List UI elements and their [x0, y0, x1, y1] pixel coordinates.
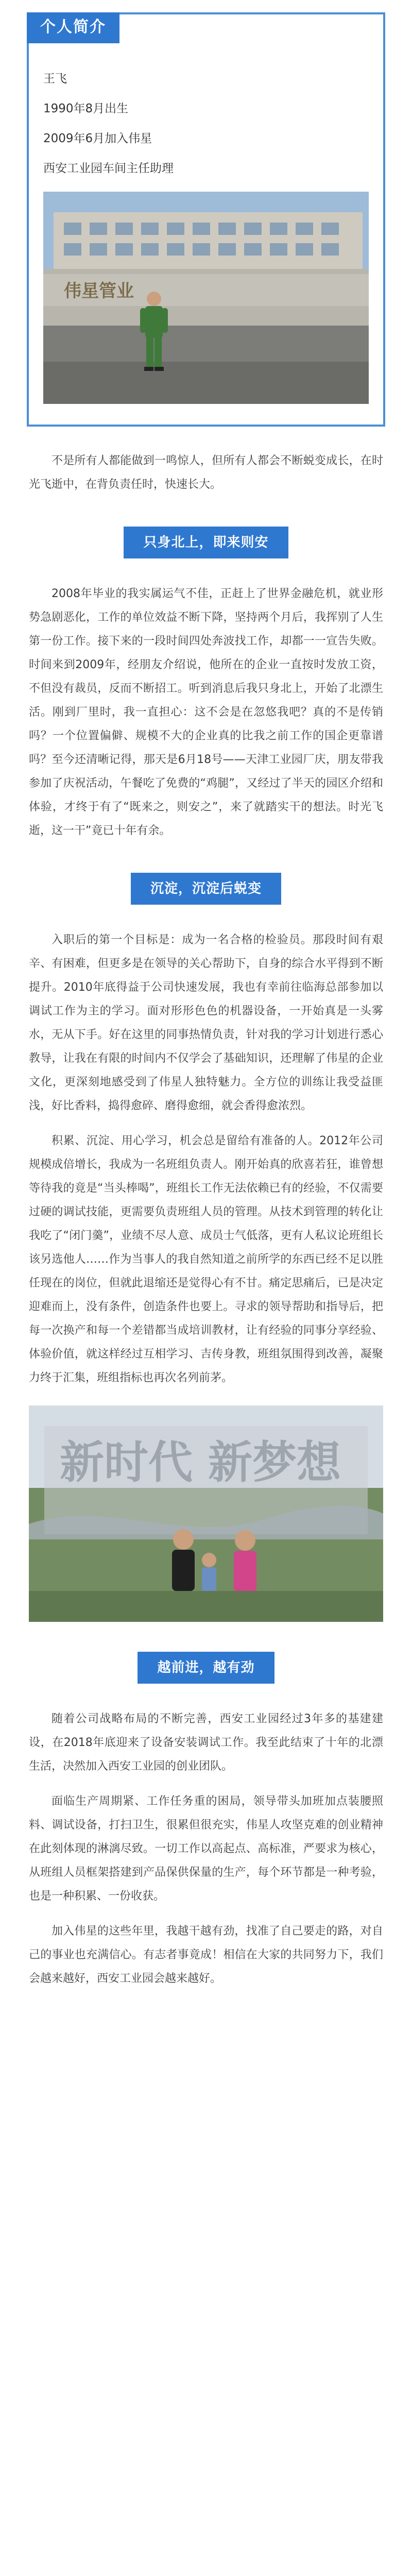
profile-card — [27, 12, 385, 427]
section-1-paragraph-1: 2008年毕业的我实属运气不佳，正赶上了世界金融危机，就业形势急剧恶化，工作的单位效益不断下降，坚持两个月后，我挥别了人生第一份工作。接下来的一段时间四处奔波找工作，却都一一宣告失败。时间来到2009年，经朋友介绍说，他所在的企业一直按时发放工资，不但没有裁员，反而不断招工。听到消息后我只身北上，开始了北漂生活。刚到厂里时，我一直担心：这不会是在忽悠我吧？真的不是传销吗？一个位置偏僻、规模不大的企业真的比我之前工作的国企更靠谱吗？至今还清晰记得，那天是6月18号——天津工业园厂庆，朋友带我参加了庆祝活动，午餐吃了免费的“鸡腿”，又经过了半天的园区介绍和体验，才终于有了“既来之，则安之”，来了就踏实干的想法。时光飞逝，这一干”竟已十年有余。 — [29, 587, 383, 837]
page-bottom-spacer — [0, 1991, 412, 2011]
profile-photo — [43, 192, 369, 404]
profile-position: 西安工业园车间主任助理 — [43, 162, 174, 175]
section-title-2: 沉淀，沉淀后蜕变 — [131, 873, 281, 905]
section-2-paragraph-1: 入职后的第一个目标是：成为一名合格的检验员。那段时间有艰辛、有困难，但更多是在领导的关心帮助下，自身的综合水平得到不断提升。2010年底得益于公司快速发展，我也有幸前往临海总部参加以调试工作为主的学习。面对形形色色的机器设备，一开始真是一头雾水，无从下手。好在这里的同事热情负责，针对我的学习计划进行悉心教导，让我在有限的时间内不仅学会了基础知识，还理解了伟星的企业文化，更深刻地感受到了伟星人独特魅力。全方位的训练让我受益匪浅，好比香料，捣得愈碎、磨得愈细，就会香得愈浓烈。 — [29, 934, 383, 1112]
profile-joined: 2009年6月加入伟星 — [43, 132, 152, 145]
section-2-paragraph-2: 积累、沉淀、用心学习，机会总是留给有准备的人。2012年公司规模成倍增长，我成为一名班组负责人。刚开始真的欣喜若狂，谁曾想等待我的竟是“当头棒喝”，班组长工作无法依赖已有的经验，不仅需要过硬的调试技能，更需要负责班组人员的管理。从技术到管理的转化让我吃了“闭门羹”，业绩不尽人意、成员士气低落，更有人私议论班组长该另选他人……作为当事人的我自然知道之前所学的东西已经不足以胜任现在的岗位，但就此退缩还是觉得心有不甘。痛定思痛后，已是决定迎难而上，没有条件，创造条件也要上。寻求的领导帮助和指导后，把每一次换产和每一个差错都当成培训教材，让有经验的同事分享经验、体验价值，就这样经过互相学习、吉传身教，班组氛围得到改善，凝聚力终于汇集，班组指标也再次名列前茅。 — [29, 1134, 383, 1384]
section-2-photo-sign: 新时代 新梦想 — [60, 1437, 341, 1488]
profile-name: 王飞 — [43, 72, 67, 86]
profile-tab: 个人简介 — [27, 12, 119, 43]
profile-born: 1990年8月出生 — [43, 102, 129, 115]
intro-paragraph: 不是所有人都能做到一鸣惊人，但所有人都会不断蜕变成长，在时光飞逝中，在背负责任时，快速长大。 — [29, 454, 383, 491]
section-title-3: 越前进，越有劲 — [138, 1652, 274, 1684]
section-3-paragraph-3: 加入伟星的这些年里，我越干越有劲，找准了自己要走的路，对自己的事业也充满信心。有志者事竟成！相信在大家的共同努力下，我们会越来越好，西安工业园会越来越好。 — [29, 1925, 383, 1985]
section-2-photo — [29, 1405, 383, 1622]
profile-photo-sign: 伟星管业 — [64, 281, 134, 301]
section-3-paragraph-1: 随着公司战略布局的不断完善，西安工业园经过3年多的基建建设，在2018年底迎来了设备安装调试工作。我至此结束了十年的北漂生活，决然加入西安工业园的创业团队。 — [29, 1713, 383, 1773]
section-title-1: 只身北上，即来则安 — [124, 527, 288, 558]
profile-photo-scene — [43, 192, 369, 404]
section-3-paragraph-2: 面临生产周期紧、工作任务重的困局，领导带头加班加点装腰照料、调试设备，打扫卫生，很累但很充实，伟星人攻坚克难的创业精神在此刻体现的淋漓尽致。一切工作以高起点、高标准，严要求为核心，从班组人员框架搭建到产品保供保量的生产，每个环节都是一种考验，也是一种积累、一份收获。 — [29, 1795, 383, 1903]
section-2-photo-scene — [29, 1405, 383, 1622]
